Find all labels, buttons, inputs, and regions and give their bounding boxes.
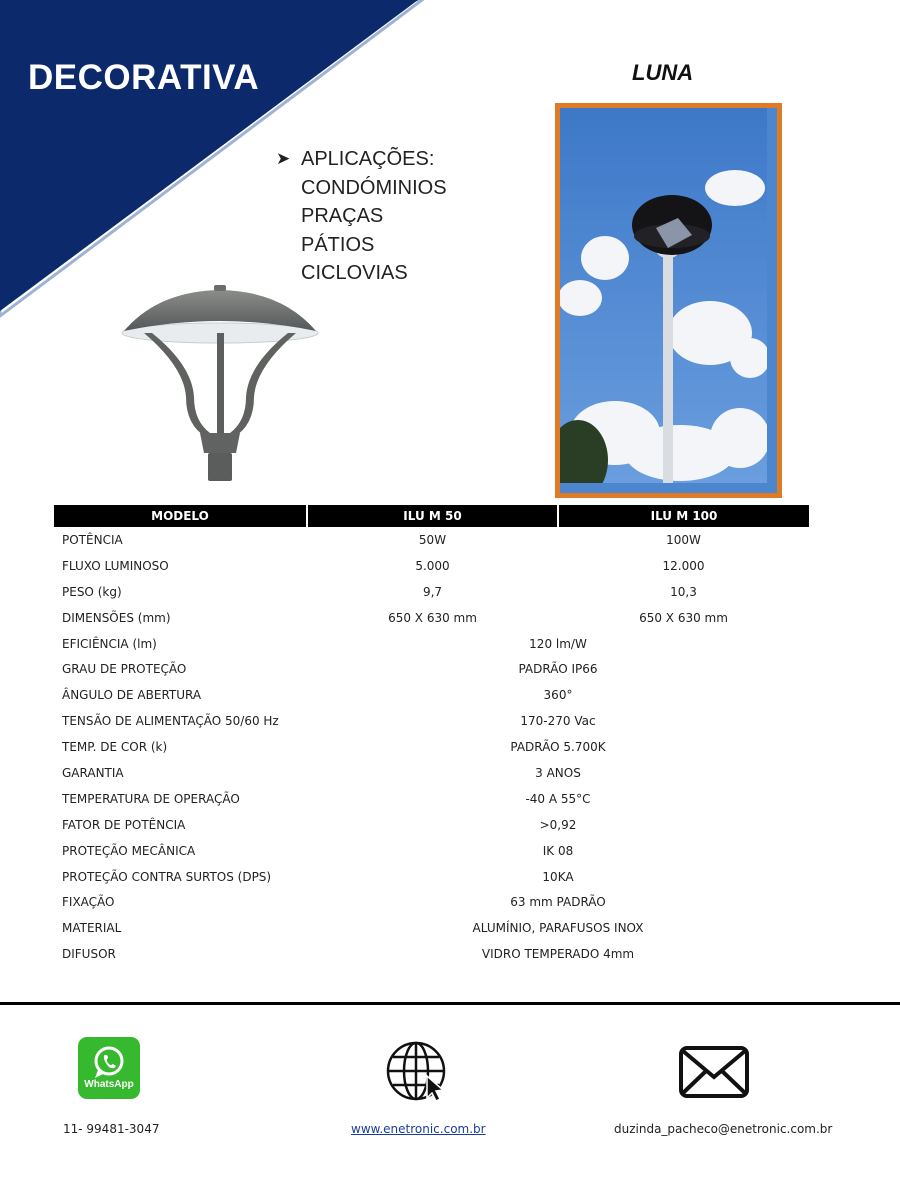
table-row: [54, 682, 809, 708]
spec-value-ilu-m-100: 650 X 630 mm: [639, 610, 728, 625]
spec-value-ilu-m-50: 650 X 630 mm: [388, 610, 477, 625]
installation-photo: [555, 103, 782, 498]
phone-number: 11- 99481-3047: [63, 1122, 160, 1136]
globe-icon[interactable]: [385, 1040, 451, 1102]
whatsapp-icon[interactable]: [78, 1037, 140, 1099]
email-address: duzinda_pacheco@enetronic.com.br: [614, 1122, 833, 1136]
table-row: [54, 553, 809, 579]
table-row: [54, 838, 809, 864]
spec-label: ÂNGULO DE ABERTURA: [62, 688, 202, 703]
table-header-row: [54, 505, 809, 527]
column-header-ilu-m-100: ILU M 100: [558, 505, 809, 527]
envelope-icon[interactable]: [678, 1045, 750, 1099]
application-item: CICLOVIAS: [301, 262, 408, 284]
table-row: [54, 760, 809, 786]
arrow-bullet-icon: ➤: [276, 149, 291, 168]
spec-label: POTÊNCIA: [62, 532, 123, 547]
spec-label: TEMP. DE COR (k): [62, 740, 168, 755]
table-row: [54, 786, 809, 812]
spec-label: GRAU DE PROTEÇÃO: [62, 662, 187, 677]
spec-value-shared: VIDRO TEMPERADO 4mm: [481, 947, 635, 962]
spec-label: DIMENSÕES (mm): [62, 610, 171, 625]
spec-label: DIFUSOR: [62, 947, 116, 962]
table-row: [54, 656, 809, 682]
footer-divider: [0, 1002, 900, 1005]
table-row: [54, 631, 809, 657]
spec-label: TEMPERATURA DE OPERAÇÃO: [62, 791, 240, 806]
applications-heading: APLICAÇÕES:: [301, 148, 435, 170]
website-link[interactable]: www.enetronic.com.br: [351, 1122, 486, 1136]
spec-value-ilu-m-50: 5.000: [415, 558, 450, 573]
spec-value-ilu-m-100: 10,3: [670, 584, 697, 599]
spec-label: GARANTIA: [62, 765, 124, 780]
table-row: [54, 527, 809, 553]
spec-value-ilu-m-100: 12.000: [662, 558, 705, 573]
spec-label: PROTEÇÃO CONTRA SURTOS (DPS): [62, 869, 272, 884]
spec-value-shared: 170-270 Vac: [520, 714, 596, 729]
application-item: CONDÓMINIOS: [301, 176, 447, 199]
column-header-ilu-m-50: ILU M 50: [307, 505, 558, 527]
application-item: PÁTIOS: [301, 233, 375, 256]
table-row: [54, 812, 809, 838]
spec-value-shared: IK 08: [542, 843, 574, 858]
spec-value-shared: ALUMÍNIO, PARAFUSOS INOX: [472, 921, 644, 936]
spec-value-ilu-m-50: 50W: [418, 532, 447, 547]
table-row: [54, 734, 809, 760]
spec-label: EFICIÊNCIA (lm): [62, 636, 157, 651]
spec-value-shared: 360°: [543, 688, 573, 703]
luminaire-product-image: [118, 285, 323, 485]
spec-label: FLUXO LUMINOSO: [62, 558, 169, 573]
spec-value-ilu-m-50: 9,7: [422, 584, 443, 599]
spec-label: MATERIAL: [62, 921, 122, 936]
table-row: [54, 915, 809, 941]
spec-label: TENSÃO DE ALIMENTAÇÃO 50/60 Hz: [62, 714, 279, 729]
table-row: [54, 708, 809, 734]
spec-value-shared: 10KA: [542, 869, 574, 884]
table-row: [54, 864, 809, 890]
table-row: [54, 941, 809, 967]
spec-label: PESO (kg): [62, 584, 122, 599]
spec-value-shared: PADRÃO 5.700K: [510, 740, 606, 755]
specifications-table: [54, 505, 809, 967]
spec-value-shared: PADRÃO IP66: [518, 662, 598, 677]
whatsapp-label: WhatsApp: [84, 1079, 134, 1090]
spec-value-shared: >0,92: [539, 817, 577, 832]
spec-value-shared: 3 ANOS: [535, 765, 581, 780]
category-title: DECORATIVA: [28, 58, 260, 97]
applications-list: [276, 145, 447, 288]
spec-label: PROTEÇÃO MECÂNICA: [62, 843, 196, 858]
table-row: [54, 605, 809, 631]
spec-value-ilu-m-100: 100W: [666, 532, 701, 547]
spec-value-shared: 63 mm PADRÃO: [510, 895, 606, 910]
product-name: LUNA: [632, 60, 694, 85]
spec-label: FIXAÇÃO: [62, 895, 115, 910]
spec-value-shared: 120 lm/W: [529, 636, 587, 651]
application-item: PRAÇAS: [301, 205, 384, 227]
spec-label: FATOR DE POTÊNCIA: [62, 817, 186, 832]
table-row: [54, 889, 809, 915]
column-header-modelo: MODELO: [54, 505, 307, 527]
table-row: [54, 579, 809, 605]
spec-value-shared: -40 A 55°C: [525, 791, 591, 806]
